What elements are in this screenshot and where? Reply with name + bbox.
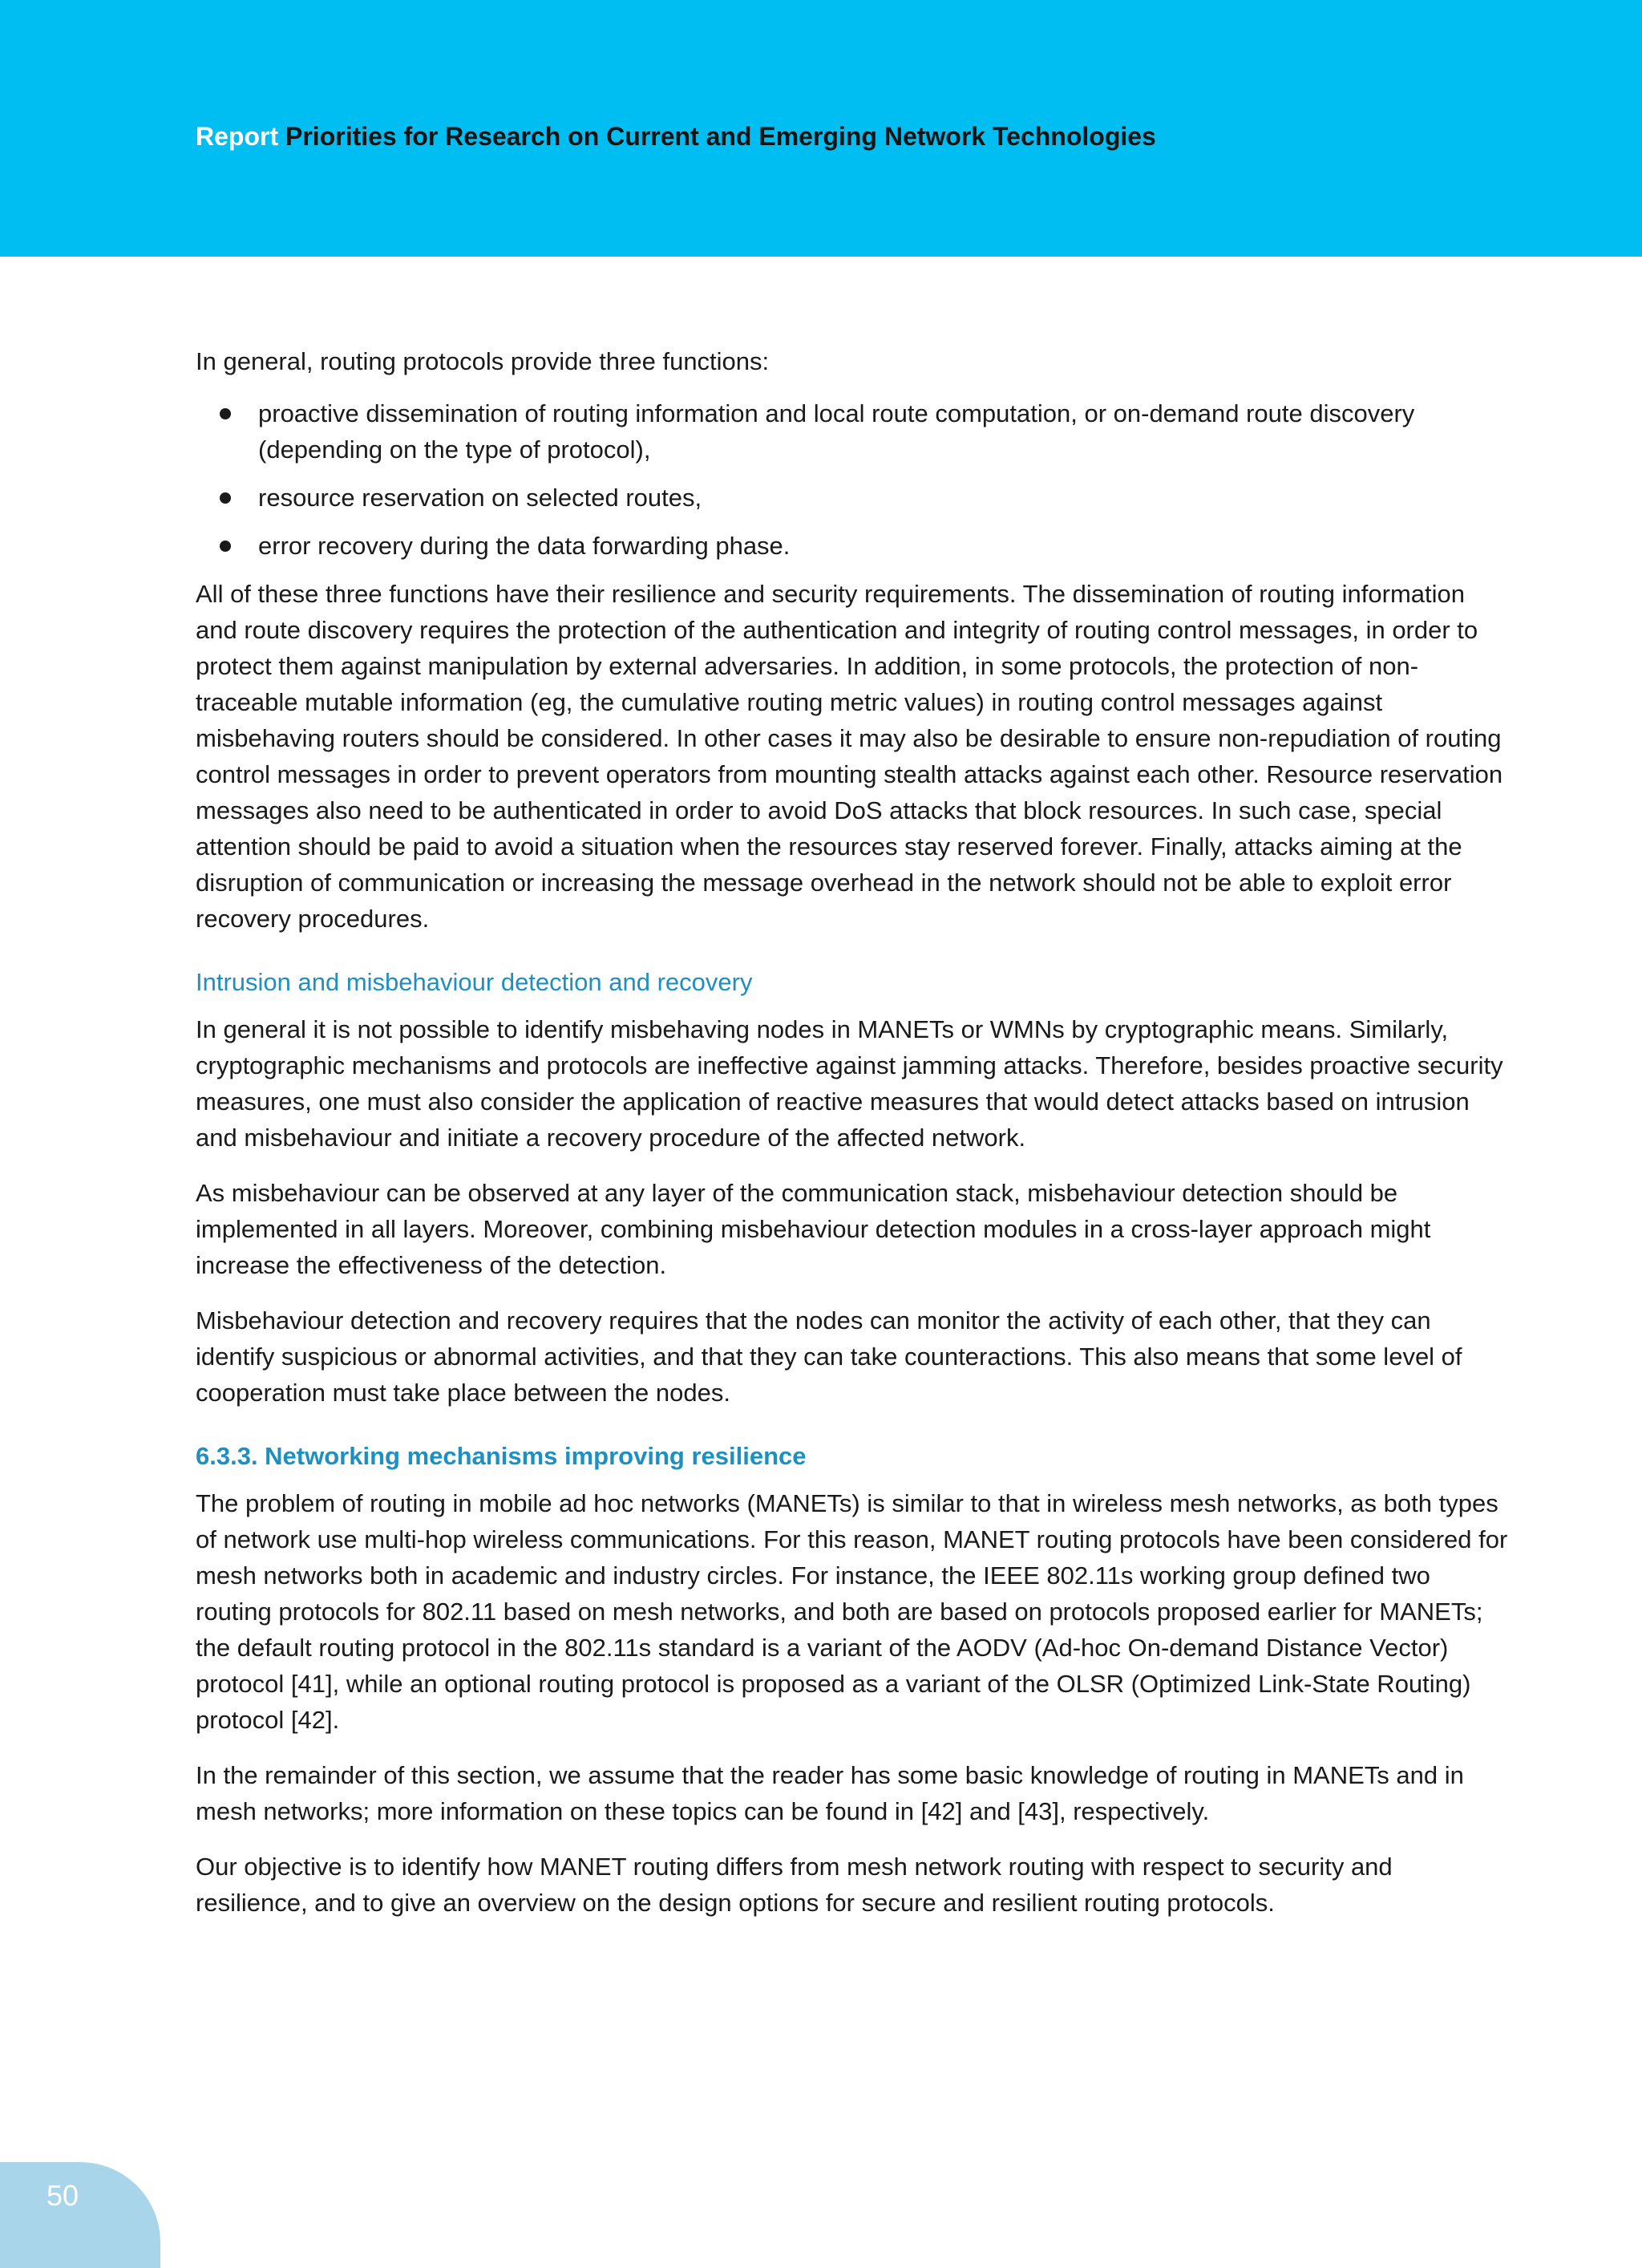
list-item bbox=[196, 528, 1511, 564]
body-paragraph: As misbehaviour can be observed at any layer of the communication stack, misbehaviour detection should be implemented in all layers. Moreover, combining misbehaviour detection modules in a cross-layer approach might increase the effectiveness of the detection. bbox=[196, 1179, 1431, 1279]
body-paragraph: The problem of routing in mobile ad hoc networks (MANETs) is similar to that in wireless mesh networks, as both types of network use multi-hop wireless communications. For this reason, MANET routing protocols have been considered for mesh networks both in academic and industry circles. For instance, the IEEE 802.11s working group defined two routing protocols for 802.11 based on mesh networks, and both are based on protocols proposed earlier for MANETs; the default routing protocol in the 802.11s standard is a variant of the AODV (Ad-hoc On-demand Distance Vector) protocol [41], while an optional routing protocol is proposed as a variant of the OLSR (Optimized Link-State Routing) protocol [42]. bbox=[196, 1489, 1508, 1734]
list-item-text: proactive dissemination of routing information and local route computation, or on-demand route discovery (depending on the type of protocol), bbox=[258, 399, 1415, 464]
subsection-heading-intrusion: Intrusion and misbehaviour detection and recovery bbox=[196, 968, 753, 996]
page-number: 50 bbox=[47, 2179, 79, 2212]
functions-list bbox=[196, 395, 1511, 564]
body-paragraph: Misbehaviour detection and recovery requires that the nodes can monitor the activity of each other, that they can identify suspicious or abnormal activities, and that they can take counteractions. This also means that some level of cooperation must take place between the nodes. bbox=[196, 1306, 1462, 1407]
list-item-text: error recovery during the data forwarding phase. bbox=[258, 532, 791, 560]
body-paragraph: Our objective is to identify how MANET routing differs from mesh network routing with respect to security and resilience, and to give an overview on the design options for secure and resilient routing protocols. bbox=[196, 1853, 1393, 1917]
bullet-icon bbox=[220, 492, 231, 504]
section-heading-6-3-3: 6.3.3. Networking mechanisms improving resilience bbox=[196, 1442, 807, 1470]
intro-paragraph: In general, routing protocols provide three functions: bbox=[196, 347, 770, 375]
bullet-icon bbox=[220, 541, 231, 552]
running-header bbox=[196, 119, 1156, 154]
list-item-text: resource reservation on selected routes, bbox=[258, 484, 702, 512]
list-item bbox=[196, 480, 1511, 516]
body-paragraph: All of these three functions have their resilience and security requirements. The dissemination of routing information and route discovery requires the protection of the authentication and integrity of routing control messages, in order to protect them against manipulation by external adversaries. In addition, in some protocols, the protection of non-traceable mutable information (eg, the cumulative routing metric values) in routing control messages against misbehaving routers should be considered. In other cases it may also be desirable to ensure non-repudiation of routing control messages in order to prevent operators from mounting stealth attacks against each other. Resource reservation messages also need to be authenticated in order to avoid DoS attacks that block resources. In such case, special attention should be paid to avoid a situation when the resources stay reserved forever. Finally, attacks aiming at the disruption of communication or increasing the message overhead in the network should not be able to exploit error recovery procedures. bbox=[196, 580, 1503, 933]
body-paragraph: In general it is not possible to identify misbehaving nodes in MANETs or WMNs by cryptographic means. Similarly, cryptographic mechanisms and protocols are ineffective against jamming attacks. Therefore, besides proactive security measures, one must also consider the application of reactive measures that would detect attacks based on intrusion and misbehaviour and initiate a recovery procedure of the affected network. bbox=[196, 1015, 1503, 1152]
report-label: Report bbox=[196, 122, 279, 151]
report-title: Priorities for Research on Current and Emerging Network Technologies bbox=[285, 122, 1156, 151]
page-number-tab bbox=[0, 2162, 160, 2268]
list-item bbox=[196, 395, 1511, 468]
body-paragraph: In the remainder of this section, we assume that the reader has some basic knowledge of routing in MANETs and in mesh networks; more information on these topics can be found in [42] and [43], respectively. bbox=[196, 1761, 1464, 1825]
page-content bbox=[196, 343, 1511, 1940]
bullet-icon bbox=[220, 408, 231, 419]
